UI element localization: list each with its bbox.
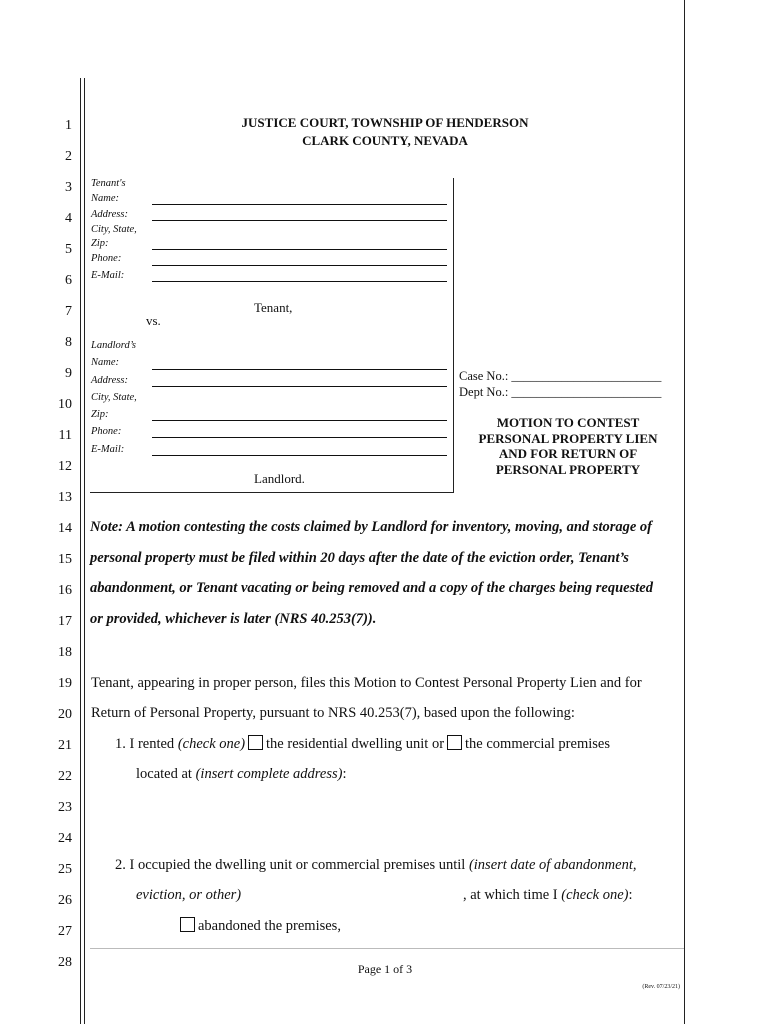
- note-line-3: abandonment, or Tenant vacating or being removed and a copy of the charges being requested: [90, 580, 653, 596]
- motion-title-line-2: PERSONAL PROPERTY LIEN: [478, 431, 658, 446]
- item-1-check-hint: (check one): [177, 736, 246, 752]
- tenant-city-label: City, State,: [91, 224, 137, 235]
- revision-date: (Rev. 07/23/21): [642, 984, 680, 990]
- line-number: 26: [58, 893, 72, 908]
- tenant-address-field[interactable]: [152, 220, 447, 221]
- intro-line-1: Tenant, appearing in proper person, files this Motion to Contest Personal Property Lien and for: [91, 675, 642, 691]
- landlord-address-field[interactable]: [152, 386, 447, 387]
- line-number: 3: [65, 180, 72, 195]
- line-number: 18: [58, 645, 72, 660]
- line-number: 8: [65, 335, 72, 350]
- line-number: 25: [58, 862, 72, 877]
- item-2-colon: :: [628, 887, 633, 903]
- line-number: 9: [65, 366, 72, 381]
- item-1-option-1: the residential dwelling unit or: [266, 736, 445, 752]
- landlord-role: Landlord.: [254, 471, 305, 486]
- abandoned-checkbox[interactable]: [180, 917, 195, 932]
- tenant-address-label: Address:: [91, 209, 128, 220]
- landlord-name-label: Name:: [91, 357, 119, 368]
- line-number: 19: [58, 676, 72, 691]
- landlord-phone-label: Phone:: [91, 426, 122, 437]
- motion-title-line-3: AND FOR RETURN OF: [498, 446, 638, 461]
- dept-number-field[interactable]: Dept No.: ________________________: [459, 385, 662, 399]
- line-number: 14: [58, 521, 72, 536]
- landlord-label: Landlord’s: [91, 340, 136, 351]
- commercial-checkbox[interactable]: [447, 735, 462, 750]
- landlord-email-label: E-Mail:: [91, 444, 125, 455]
- tenant-role: Tenant,: [254, 300, 293, 315]
- item-1-option-2: the commercial premises: [465, 736, 610, 752]
- landlord-city-label: City, State,: [91, 392, 137, 403]
- pleading-rule-inner: [84, 78, 85, 1024]
- line-number: 4: [65, 211, 72, 226]
- item-1-located: [136, 766, 346, 783]
- line-number: 24: [58, 831, 72, 846]
- item-1: [115, 735, 610, 753]
- landlord-phone-field[interactable]: [152, 437, 447, 438]
- right-margin-rule: [684, 0, 685, 1024]
- line-number: 17: [58, 614, 72, 629]
- page-number: Page 1 of 3: [357, 962, 413, 976]
- tenant-zip-label: Zip:: [91, 238, 109, 249]
- tenant-city-field[interactable]: [152, 249, 447, 250]
- located-text: located at: [136, 766, 196, 782]
- item-2-prefix: 2. I occupied the dwelling unit or commercial premises until: [115, 857, 469, 873]
- landlord-name-field[interactable]: [152, 369, 447, 370]
- line-number: 11: [58, 428, 72, 443]
- line-number: 2: [65, 149, 72, 164]
- line-number: 1: [65, 118, 72, 133]
- note-line-2: personal property must be filed within 20 days after the date of the eviction order, Tenant’s: [90, 550, 629, 566]
- tenant-name-field[interactable]: [152, 204, 447, 205]
- line-number: 12: [58, 459, 72, 474]
- landlord-address-label: Address:: [91, 375, 128, 386]
- case-number-field[interactable]: Case No.: ________________________: [459, 369, 662, 383]
- motion-title-line-4: PERSONAL PROPERTY: [495, 462, 641, 477]
- tenant-email-field[interactable]: [152, 281, 447, 282]
- residential-checkbox[interactable]: [248, 735, 263, 750]
- line-number: 13: [58, 490, 72, 505]
- line-number: 16: [58, 583, 72, 598]
- line-number: 23: [58, 800, 72, 815]
- line-number: 27: [58, 924, 72, 939]
- abandoned-option: [180, 917, 341, 935]
- line-number: 7: [65, 304, 72, 319]
- county-name: CLARK COUNTY, NEVADA: [302, 133, 468, 148]
- tenant-name-label: Name:: [91, 193, 119, 204]
- intro-line-2: Return of Personal Property, pursuant to NRS 40.253(7), based upon the following:: [91, 705, 575, 721]
- landlord-email-field[interactable]: [152, 455, 447, 456]
- note-line-4: or provided, whichever is later (NRS 40.253(7)).: [90, 611, 377, 627]
- line-number: 6: [65, 273, 72, 288]
- note-line-1: Note: A motion contesting the costs claimed by Landlord for inventory, moving, and storage of: [90, 519, 653, 535]
- located-hint: (insert complete address): [195, 766, 343, 782]
- court-name: JUSTICE COURT, TOWNSHIP OF HENDERSON: [241, 115, 529, 130]
- tenant-email-label: E-Mail:: [91, 270, 125, 281]
- tenant-label: Tenant's: [91, 178, 126, 189]
- line-number: 22: [58, 769, 72, 784]
- tenant-phone-label: Phone:: [91, 253, 122, 264]
- item-2-suffix: , at which time I: [463, 887, 562, 903]
- footer-rule: [90, 948, 684, 949]
- located-suffix: :: [342, 766, 347, 782]
- item-2-check-hint: (check one): [561, 887, 629, 903]
- pleading-rule-outer: [80, 78, 81, 1024]
- item-1-prefix: 1. I rented: [115, 736, 178, 752]
- versus: vs.: [146, 313, 161, 328]
- landlord-city-field[interactable]: [152, 420, 447, 421]
- item-2-hint-2: eviction, or other): [136, 887, 242, 903]
- abandoned-label: abandoned the premises,: [198, 918, 341, 934]
- line-number: 10: [58, 397, 72, 412]
- motion-title-line-1: MOTION TO CONTEST: [496, 415, 640, 430]
- item-2: [115, 857, 637, 874]
- line-number: 20: [58, 707, 72, 722]
- caption-bottom-rule: [90, 492, 454, 493]
- item-2-hint: (insert date of abandonment,: [468, 857, 637, 873]
- line-number: 5: [65, 242, 72, 257]
- line-number: 28: [58, 955, 72, 970]
- line-number: 21: [58, 738, 72, 753]
- caption-divider: [453, 178, 454, 492]
- landlord-zip-label: Zip:: [91, 409, 109, 420]
- line-number: 15: [58, 552, 72, 567]
- tenant-phone-field[interactable]: [152, 265, 447, 266]
- item-2-suffix-line: [463, 887, 633, 904]
